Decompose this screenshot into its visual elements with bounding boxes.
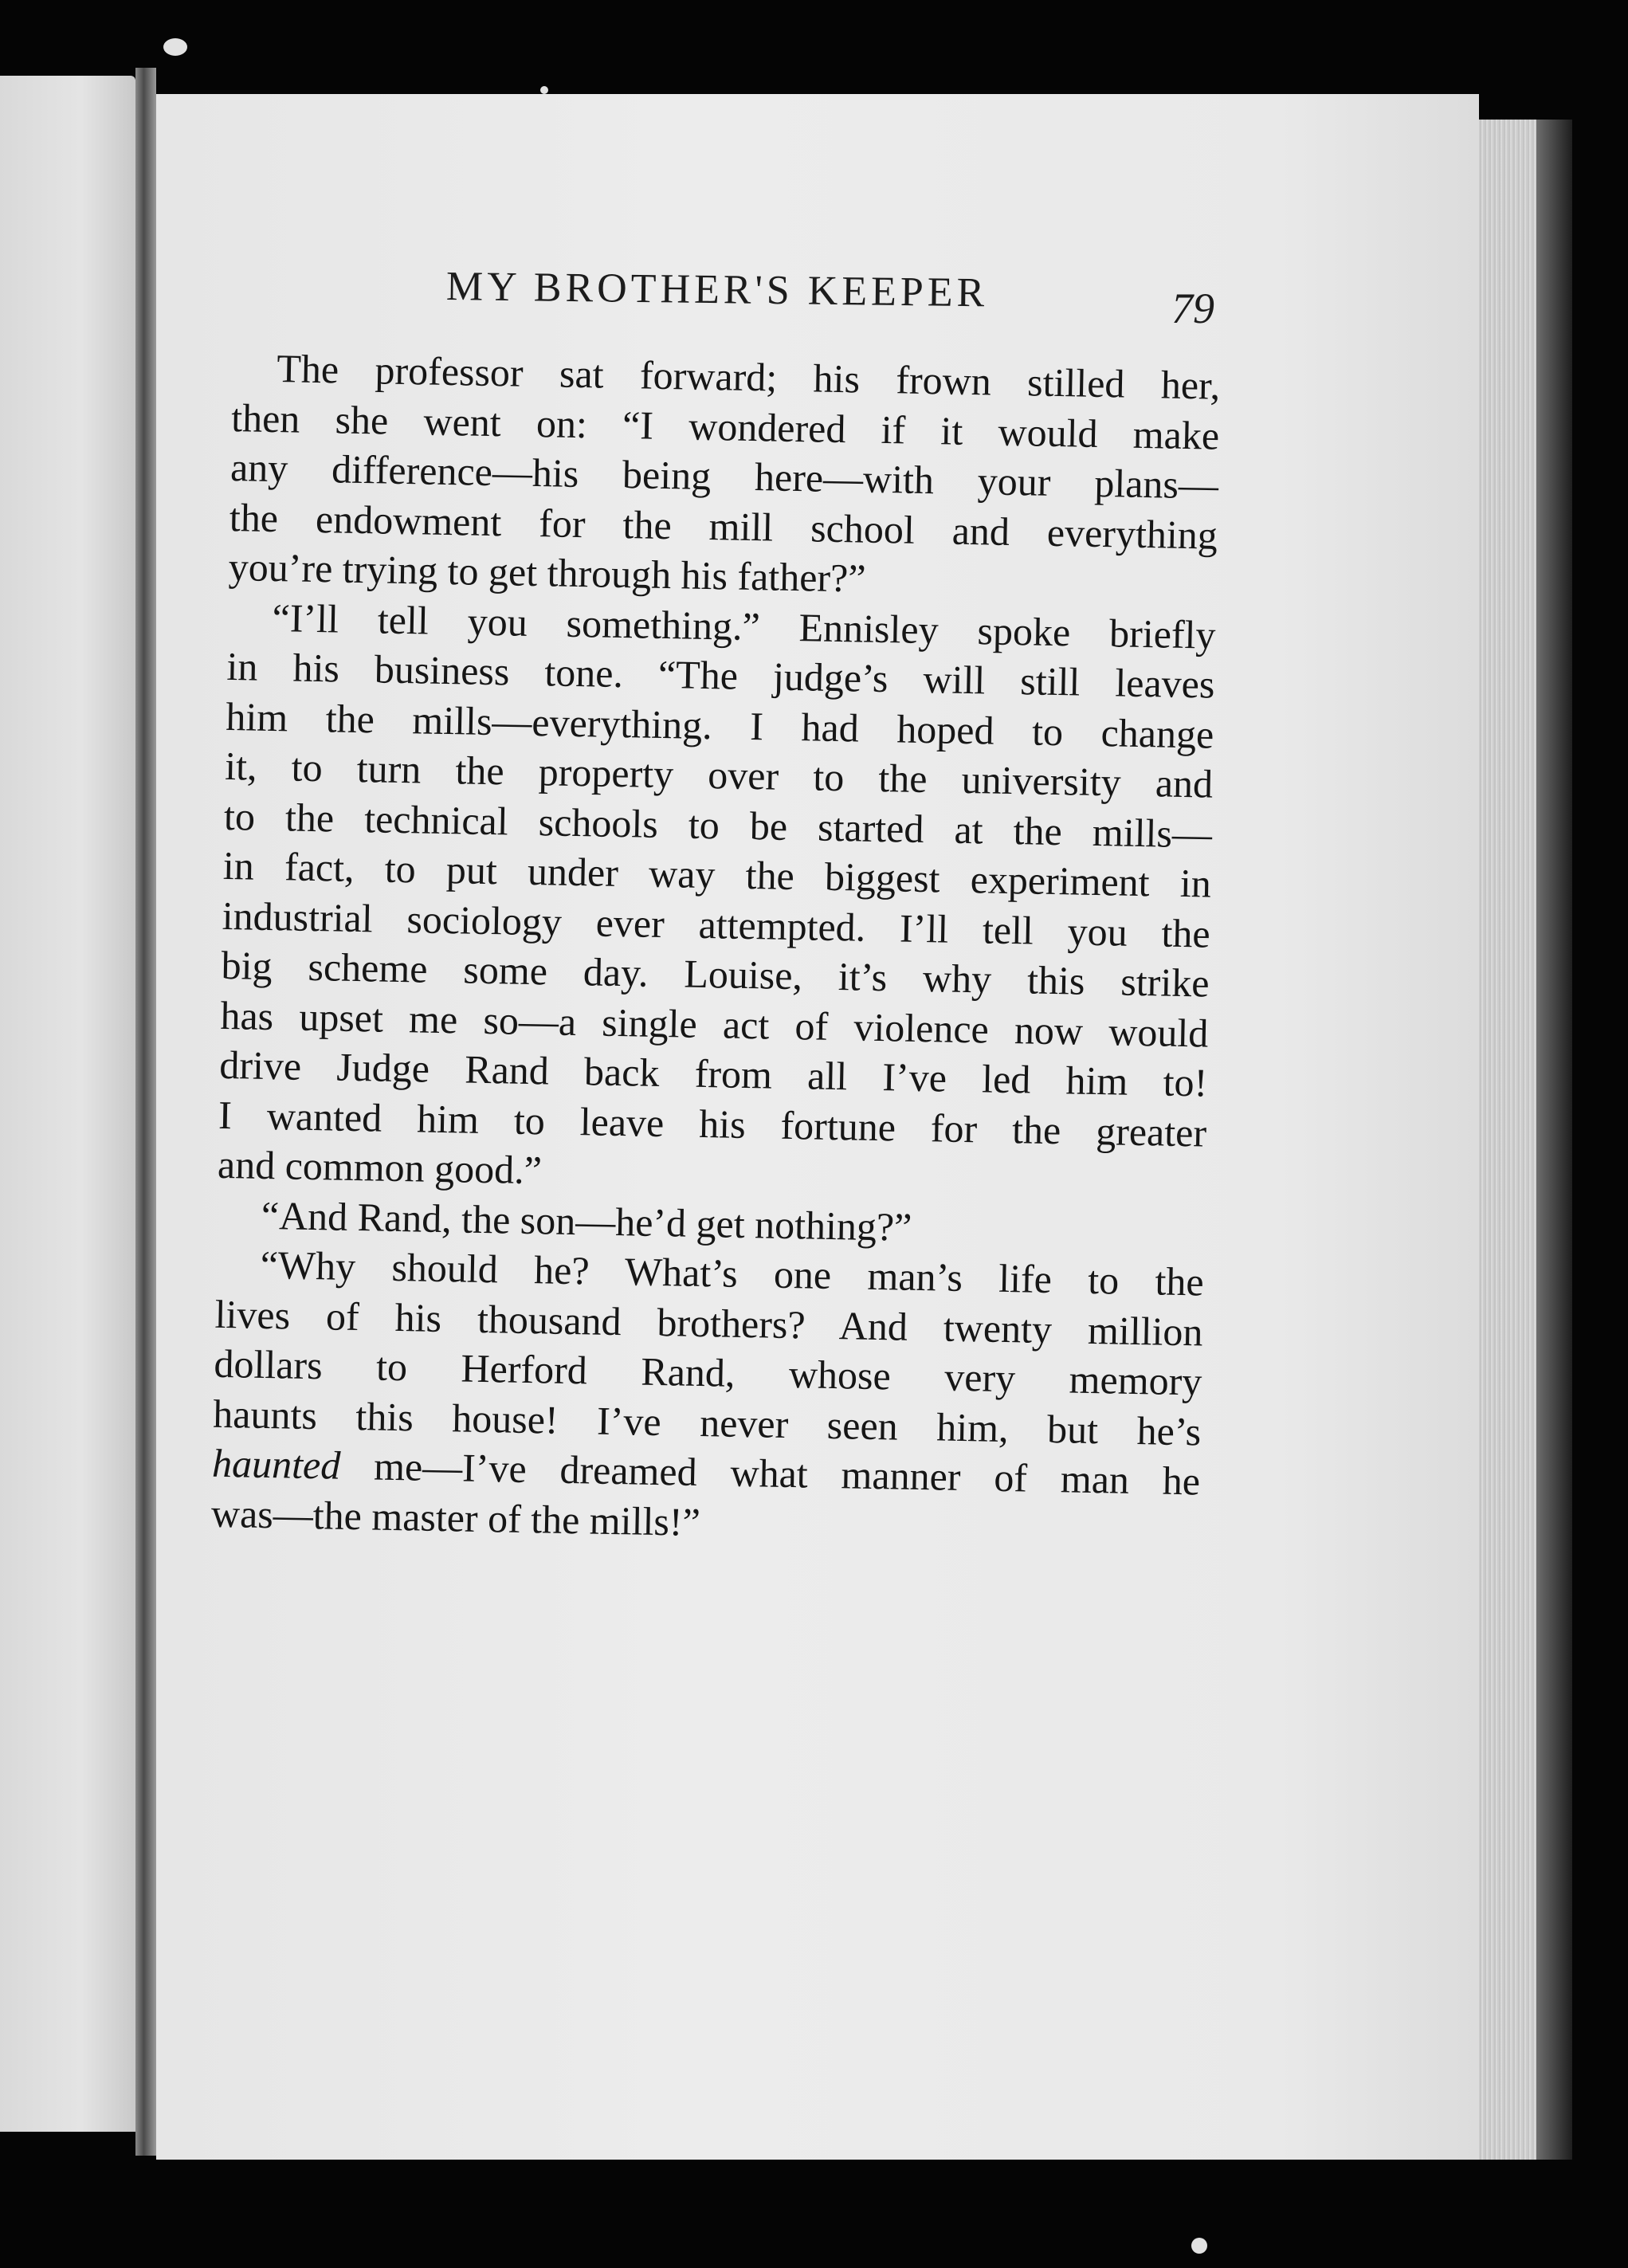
paragraph (228, 343, 1221, 610)
text-line: then she went on: “I wondered if it would make (230, 394, 1220, 458)
text-line: in his business tone. “The judge’s will still leaves (226, 643, 1215, 707)
text-line: The professor sat forward; his frown stilled her, (276, 346, 1221, 408)
page-number: 79 (1171, 284, 1214, 332)
dust-speck (1191, 2238, 1207, 2254)
text-line: big scheme some day. Louise, it’s why this strike (221, 942, 1210, 1006)
text-line: any difference—his being here—with your plans— (229, 444, 1219, 508)
dust-speck (540, 86, 548, 94)
text-line: him the mills—everything. I had hoped to change (225, 693, 1214, 757)
text-line: haunts this house! I’ve never seen him, but he’s (212, 1391, 1202, 1454)
text-line: and common good.” (217, 1141, 543, 1193)
text-line: to the technical schools to be started at the mills— (223, 793, 1213, 857)
page-stack-edge (1479, 120, 1536, 2160)
text-line: lives of his thousand brothers? And twenty million (214, 1291, 1203, 1355)
body-text (211, 343, 1221, 1556)
paragraph (211, 1239, 1205, 1556)
text-line: was—the master of the mills!” (210, 1490, 701, 1544)
dust-speck (163, 38, 187, 56)
text-line: it, to turn the property over to the university and (224, 743, 1214, 806)
text-line: you’re trying to get through his father?” (228, 543, 866, 601)
text-line-rest: me—I’ve dreamed what manner of man he (339, 1442, 1201, 1504)
text-line: “I’ll tell you something.” Ennisley spoke briefly (272, 594, 1217, 657)
text-line: the endowment for the mill school and everything (229, 494, 1218, 558)
running-head: MY BROTHER'S KEEPER (445, 264, 989, 316)
facing-page-edge (0, 76, 135, 2132)
book-gutter (135, 68, 156, 2156)
text-line: in fact, to put under way the biggest experiment in (222, 842, 1212, 906)
text-line: industrial sociology ever attempted. I’ll tell you the (222, 893, 1211, 956)
text-line: I wanted him to leave his fortune for the greater (218, 1092, 1207, 1156)
book-cover-edge (1536, 120, 1572, 2160)
text-line: “And Rand, the son—he’d get nothing?” (261, 1192, 912, 1250)
text-line: drive Judge Rand back from all I’ve led him to! (218, 1042, 1208, 1105)
text-line: “Why should he? What’s one man’s life to the (260, 1242, 1205, 1305)
paragraph (218, 591, 1217, 1207)
text-line: dollars to Herford Rand, whose very memory (214, 1340, 1202, 1404)
italic-word: haunted (211, 1440, 341, 1488)
text-line: has upset me so—a single act of violence now would (220, 992, 1209, 1056)
